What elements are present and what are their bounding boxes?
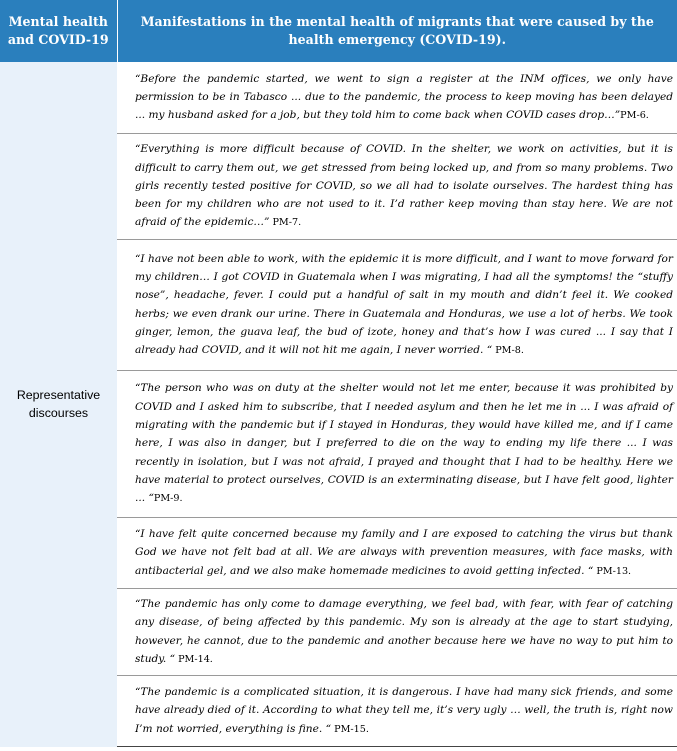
header-manifestations: Manifestations in the mental health of migrants that were caused by the health emergency (COVID-19). bbox=[117, 0, 677, 62]
participant-ref: PM-15. bbox=[331, 723, 369, 735]
quote-cell bbox=[117, 676, 677, 747]
participant-ref: PM-8. bbox=[492, 345, 524, 357]
quote-cell bbox=[117, 371, 677, 518]
quote-text: “Before the pandemic started, we went to sign a register at the INM offices, we only have permission to be in Tabasco ... due to the pandemic, the process to keep moving has been delayed ... my husband asked for a job, but they told him to come back when COVID cases drop…” bbox=[135, 72, 673, 122]
quote-text: “The pandemic has only come to damage everything, we feel bad, with fear, with fear of catching any disease, of being affected by this pandemic. My son is already at the age to start studying, however, he cannot, due to the pandemic and another because here we have no way to put him to study. “ bbox=[135, 597, 673, 665]
quote-text: “I have felt quite concerned because my family and I are exposed to catching the virus but thank God we have not felt bad at all. We are always with prevention measures, with face masks, with antibacterial gel, and we also make homemade medicines to avoid getting infected. “ bbox=[135, 528, 673, 577]
table-row bbox=[0, 62, 677, 134]
quote-cell bbox=[117, 240, 677, 371]
quote-cell bbox=[117, 518, 677, 589]
quote-text: “The person who was on duty at the shelter would not let me enter, because it was prohibited by COVID and I asked him to subscribe, that I needed asylum and then he let me in ... I was afraid of migrating with the pandemic but if I stayed in Honduras, they would have killed me, and if I came here, I was also in danger, but I preferred to die on the way to ending my life there ... I was recently in isolation, but I was not afraid, I prayed and thought that I had to be healthy. Here we have material to protect ourselves, COVID is an exterminating disease, but I have felt good, lighter ... “ bbox=[135, 382, 673, 505]
table-header-row bbox=[0, 0, 677, 62]
participant-ref: PM-13. bbox=[593, 565, 632, 577]
row-label-representative-discourses: Representative discourses bbox=[0, 62, 117, 747]
quote-text: “Everything is more difficult because of COVID. In the shelter, we work on activities, but it is difficult to carry them out, we get stressed from being locked up, and from so many problems. Two girls recently tested positive for COVID, so we all had to isolate ourselves. The hardest thing has been for my children who are not used to it. I’d rather keep moving than stay here. We are not afraid of the epidemic…” bbox=[135, 143, 673, 229]
quote-text: “The pandemic is a complicated situation, it is dangerous. I have had many sick friends, and some have already died of it. According to what they tell me, it’s very ugly … well, the truth is, right now I’m not worried, everything is fine. “ bbox=[135, 686, 673, 735]
header-mental-health: Mental health and COVID-19 bbox=[0, 0, 117, 62]
participant-ref: PM-7. bbox=[269, 217, 302, 229]
participant-ref: PM-9. bbox=[153, 493, 183, 505]
quote-cell bbox=[117, 589, 677, 676]
participant-ref: PM-14. bbox=[175, 653, 213, 665]
quote-cell bbox=[117, 62, 677, 134]
quote-text: “I have not been able to work, with the epidemic it is more difficult, and I want to move forward for my children… I got COVID in Guatemala when I was migrating, I had all the symptoms! the “stuffy nose”, headache, fever. I could put a handful of salt in my mouth and didn’t feel it. We cooked herbs; we even drank our urine. There in Guatemala and Honduras, we use a lot of herbs. We took ginger, lemon, the guava leaf, the bud of izote, honey and that’s how I was cured ... I say that I already had COVID, and it will not hit me again, I never worried. “ bbox=[135, 252, 673, 357]
participant-ref: PM-6. bbox=[620, 110, 649, 122]
quote-cell bbox=[117, 134, 677, 240]
